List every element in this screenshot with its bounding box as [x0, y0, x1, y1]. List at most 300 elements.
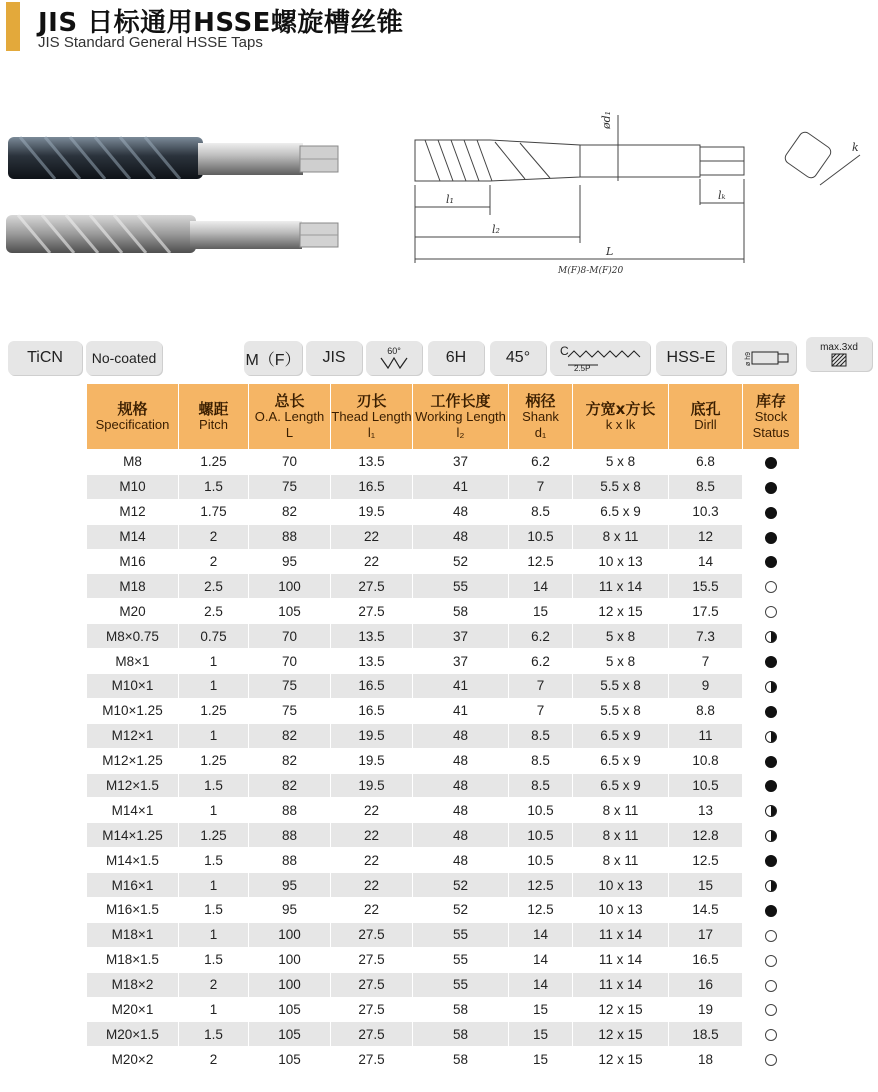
cell-l1: 27.5 [331, 922, 413, 947]
spec-table [86, 383, 800, 1072]
cell-d1: 7 [509, 474, 573, 499]
header-thread-length-zh: 刃长 [356, 391, 387, 410]
cell-d1: 14 [509, 947, 573, 972]
cell-pitch: 2 [179, 549, 249, 574]
cell-l: 75 [249, 474, 331, 499]
stock-full-icon [765, 556, 777, 568]
cell-l: 70 [249, 649, 331, 674]
chamfer-icon [558, 343, 646, 373]
cell-stock [743, 748, 800, 773]
cell-l: 95 [249, 873, 331, 898]
stock-empty-icon [765, 1004, 777, 1016]
cell-drill: 7.3 [669, 624, 743, 649]
cell-l: 82 [249, 499, 331, 524]
cell-spec: M20×1.5 [87, 1022, 179, 1047]
stock-empty-icon [765, 581, 777, 593]
cell-spec: M20 [87, 599, 179, 624]
cell-l2: 48 [413, 823, 509, 848]
cell-k: 6.5 x 9 [573, 773, 669, 798]
table-header-row [87, 384, 800, 450]
cell-l: 100 [249, 574, 331, 599]
cell-d1: 7 [509, 698, 573, 723]
cell-spec: M18×2 [87, 972, 179, 997]
header-working-length-zh: 工作长度 [430, 391, 491, 410]
cell-l: 105 [249, 599, 331, 624]
cell-spec: M12×1.5 [87, 773, 179, 798]
cell-drill: 18 [669, 1047, 743, 1072]
cell-spec: M10×1.25 [87, 698, 179, 723]
chip-thread-angle [366, 341, 422, 375]
cell-l: 70 [249, 450, 331, 475]
stock-full-icon [765, 656, 777, 668]
cell-l2: 37 [413, 450, 509, 475]
cell-l: 82 [249, 773, 331, 798]
chip-depth [806, 337, 872, 371]
cell-l: 70 [249, 624, 331, 649]
cell-l1: 13.5 [331, 450, 413, 475]
cell-k: 10 x 13 [573, 873, 669, 898]
cell-l2: 48 [413, 748, 509, 773]
cell-pitch: 1 [179, 674, 249, 699]
cell-drill: 6.8 [669, 450, 743, 475]
cell-spec: M10 [87, 474, 179, 499]
stock-half-icon [765, 880, 777, 892]
cell-spec: M14×1 [87, 798, 179, 823]
cell-pitch: 1.25 [179, 450, 249, 475]
cell-pitch: 1.5 [179, 848, 249, 873]
cell-pitch: 1.5 [179, 898, 249, 923]
cell-pitch: 1 [179, 798, 249, 823]
cell-drill: 17.5 [669, 599, 743, 624]
cell-d1: 14 [509, 972, 573, 997]
cell-k: 12 x 15 [573, 1047, 669, 1072]
label-l2: l₂ [492, 223, 500, 236]
cell-spec: M14×1.5 [87, 848, 179, 873]
cell-l2: 41 [413, 698, 509, 723]
cell-k: 5 x 8 [573, 450, 669, 475]
cell-stock [743, 873, 800, 898]
table-row [87, 748, 800, 773]
table-row [87, 698, 800, 723]
cell-pitch: 1 [179, 922, 249, 947]
stock-full-icon [765, 756, 777, 768]
cell-l2: 48 [413, 848, 509, 873]
page-subtitle: JIS Standard General HSSE Taps [38, 34, 263, 51]
header-length-zh: 总长 [274, 391, 305, 410]
shank-h9-label: ø h9 [745, 351, 752, 366]
header-shank [509, 384, 573, 450]
cell-k: 5.5 x 8 [573, 674, 669, 699]
cell-pitch: 1.5 [179, 474, 249, 499]
chip-6h: 6H [428, 341, 484, 375]
cell-stock [743, 922, 800, 947]
chip-no-coated: No-coated [86, 341, 162, 375]
cell-pitch: 2 [179, 1047, 249, 1072]
header-spec-zh: 规格 [117, 399, 148, 418]
header-pitch-zh: 螺距 [198, 399, 229, 418]
cell-l: 105 [249, 997, 331, 1022]
cell-l2: 48 [413, 524, 509, 549]
cell-spec: M16×1 [87, 873, 179, 898]
blind-hole-icon [831, 353, 847, 367]
cell-d1: 8.5 [509, 748, 573, 773]
cell-l1: 22 [331, 549, 413, 574]
cell-drill: 7 [669, 649, 743, 674]
stock-half-icon [765, 681, 777, 693]
label-l1: l₁ [446, 193, 454, 206]
cell-l1: 27.5 [331, 599, 413, 624]
cell-stock [743, 599, 800, 624]
label-k: k [852, 141, 859, 154]
cell-l: 100 [249, 947, 331, 972]
cell-spec: M8 [87, 450, 179, 475]
cell-stock [743, 972, 800, 997]
cell-k: 8 x 11 [573, 798, 669, 823]
depth-label: max.3xd [820, 341, 858, 353]
header-stock [743, 384, 800, 450]
cell-d1: 15 [509, 599, 573, 624]
cell-l2: 55 [413, 922, 509, 947]
cell-l1: 16.5 [331, 674, 413, 699]
cell-stock [743, 574, 800, 599]
table-row [87, 798, 800, 823]
stock-full-icon [765, 482, 777, 494]
cell-stock [743, 1022, 800, 1047]
cell-k: 11 x 14 [573, 574, 669, 599]
table-row [87, 450, 800, 475]
stock-empty-icon [765, 980, 777, 992]
table-row [87, 997, 800, 1022]
cell-pitch: 1 [179, 649, 249, 674]
cell-d1: 8.5 [509, 723, 573, 748]
cell-drill: 13 [669, 798, 743, 823]
cell-l2: 48 [413, 499, 509, 524]
cell-l1: 27.5 [331, 972, 413, 997]
cell-l2: 52 [413, 898, 509, 923]
cell-l: 100 [249, 972, 331, 997]
cell-stock [743, 549, 800, 574]
cell-pitch: 2.5 [179, 574, 249, 599]
cell-l2: 37 [413, 649, 509, 674]
header-square-en: k x lk [605, 416, 636, 432]
cell-stock [743, 898, 800, 923]
header-shank-en: Shank [522, 408, 559, 424]
cell-l: 105 [249, 1022, 331, 1047]
cell-d1: 6.2 [509, 649, 573, 674]
table-row [87, 474, 800, 499]
stock-half-icon [765, 631, 777, 643]
stock-full-icon [765, 457, 777, 469]
technical-drawing [400, 95, 878, 285]
header-thread-length [331, 384, 413, 450]
cell-k: 11 x 14 [573, 922, 669, 947]
cell-l1: 22 [331, 823, 413, 848]
header-thread-length-sym: l₁ [367, 424, 376, 440]
cell-spec: M16×1.5 [87, 898, 179, 923]
cell-k: 8 x 11 [573, 848, 669, 873]
header-spec-en: Specification [95, 416, 170, 432]
cell-l2: 58 [413, 1022, 509, 1047]
table-row [87, 649, 800, 674]
cell-spec: M10×1 [87, 674, 179, 699]
cell-drill: 12 [669, 524, 743, 549]
cell-l: 95 [249, 898, 331, 923]
cell-d1: 10.5 [509, 823, 573, 848]
cell-pitch: 1.5 [179, 1022, 249, 1047]
cell-l1: 22 [331, 798, 413, 823]
header-drill-en: Dirll [694, 416, 717, 432]
cell-pitch: 1 [179, 723, 249, 748]
header-drill [669, 384, 743, 450]
header-stock-zh: 库存 [755, 391, 786, 410]
cell-l2: 48 [413, 773, 509, 798]
stock-full-icon [765, 905, 777, 917]
stock-full-icon [765, 507, 777, 519]
cell-spec: M20×1 [87, 997, 179, 1022]
cell-d1: 12.5 [509, 549, 573, 574]
cell-l1: 22 [331, 873, 413, 898]
cell-l: 75 [249, 674, 331, 699]
label-L: L [606, 245, 614, 258]
cell-d1: 12.5 [509, 898, 573, 923]
cell-stock [743, 723, 800, 748]
cell-l2: 41 [413, 674, 509, 699]
page-title: JIS 日标通用HSSE螺旋槽丝锥 [38, 8, 404, 38]
table-row [87, 898, 800, 923]
stock-empty-icon [765, 930, 777, 942]
cell-drill: 8.8 [669, 698, 743, 723]
stock-full-icon [765, 855, 777, 867]
table-row [87, 1047, 800, 1072]
cell-l2: 41 [413, 474, 509, 499]
cell-k: 12 x 15 [573, 997, 669, 1022]
cell-l2: 52 [413, 549, 509, 574]
cell-d1: 10.5 [509, 524, 573, 549]
chip-helix-angle: 45° [490, 341, 546, 375]
table-row [87, 873, 800, 898]
cell-spec: M14×1.25 [87, 823, 179, 848]
cell-stock [743, 499, 800, 524]
cell-l1: 19.5 [331, 499, 413, 524]
cell-stock [743, 674, 800, 699]
cell-spec: M8×1 [87, 649, 179, 674]
cell-pitch: 1.5 [179, 773, 249, 798]
cell-d1: 15 [509, 1047, 573, 1072]
cell-l2: 55 [413, 947, 509, 972]
cell-d1: 7 [509, 674, 573, 699]
cell-k: 5 x 8 [573, 649, 669, 674]
cell-l1: 22 [331, 898, 413, 923]
cell-d1: 14 [509, 574, 573, 599]
header-length-sym: L [285, 424, 294, 440]
cell-spec: M20×2 [87, 1047, 179, 1072]
cell-d1: 6.2 [509, 624, 573, 649]
table-row [87, 549, 800, 574]
table-row [87, 972, 800, 997]
chip-hss-e: HSS-E [656, 341, 726, 375]
thread-profile-icon [379, 356, 409, 370]
cell-l1: 22 [331, 524, 413, 549]
cell-l: 88 [249, 823, 331, 848]
header-pitch-en: Pitch [199, 416, 228, 432]
cell-l: 88 [249, 798, 331, 823]
header-pitch [179, 384, 249, 450]
cell-drill: 9 [669, 674, 743, 699]
table-row [87, 499, 800, 524]
table-row [87, 848, 800, 873]
cell-stock [743, 649, 800, 674]
cell-d1: 15 [509, 1022, 573, 1047]
chamfer-c-label: C [560, 344, 569, 358]
table-body [87, 450, 800, 1072]
cell-stock [743, 1047, 800, 1072]
cell-pitch: 2 [179, 524, 249, 549]
cell-l1: 19.5 [331, 773, 413, 798]
chip-ticn: TiCN [8, 341, 82, 375]
cell-l: 82 [249, 748, 331, 773]
cell-pitch: 0.75 [179, 624, 249, 649]
cell-l: 100 [249, 922, 331, 947]
stock-half-icon [765, 830, 777, 842]
table-row [87, 624, 800, 649]
cell-spec: M16 [87, 549, 179, 574]
cell-l1: 13.5 [331, 624, 413, 649]
cell-l: 82 [249, 723, 331, 748]
header-shank-zh: 柄径 [525, 391, 556, 410]
cell-k: 10 x 13 [573, 549, 669, 574]
cell-pitch: 1.25 [179, 823, 249, 848]
table-row [87, 773, 800, 798]
cell-l1: 27.5 [331, 574, 413, 599]
stock-full-icon [765, 706, 777, 718]
header-square-zh: 方宽x方长 [585, 399, 656, 418]
cell-pitch: 1 [179, 873, 249, 898]
header-length-en: O.A. Length [254, 408, 325, 424]
cell-drill: 19 [669, 997, 743, 1022]
cell-k: 10 x 13 [573, 898, 669, 923]
cell-stock [743, 947, 800, 972]
cell-pitch: 1.25 [179, 698, 249, 723]
header-spec [87, 384, 179, 450]
cell-spec: M18×1 [87, 922, 179, 947]
cell-stock [743, 698, 800, 723]
cell-pitch: 1.75 [179, 499, 249, 524]
cell-pitch: 2.5 [179, 599, 249, 624]
cell-l: 88 [249, 524, 331, 549]
product-photos [0, 115, 350, 265]
chamfer-p-label: 2.5P [574, 364, 591, 373]
ticn-tap-image [8, 137, 338, 179]
thread-angle-label: 60° [387, 346, 401, 356]
label-range: M(F)8-M(F)20 [558, 266, 624, 276]
cell-drill: 8.5 [669, 474, 743, 499]
label-d1: ød₁ [600, 110, 613, 129]
cell-drill: 15.5 [669, 574, 743, 599]
cell-spec: M12 [87, 499, 179, 524]
cell-stock [743, 524, 800, 549]
cell-stock [743, 997, 800, 1022]
cell-k: 6.5 x 9 [573, 723, 669, 748]
cell-stock [743, 624, 800, 649]
cell-d1: 10.5 [509, 798, 573, 823]
cell-drill: 15 [669, 873, 743, 898]
cell-l1: 27.5 [331, 1022, 413, 1047]
table-row [87, 674, 800, 699]
cell-drill: 17 [669, 922, 743, 947]
cell-l2: 58 [413, 599, 509, 624]
cell-l1: 27.5 [331, 1047, 413, 1072]
chip-chamfer [550, 341, 650, 375]
table-row [87, 574, 800, 599]
cell-l: 88 [249, 848, 331, 873]
table-row [87, 947, 800, 972]
cell-k: 12 x 15 [573, 1022, 669, 1047]
cell-l2: 55 [413, 972, 509, 997]
table-row [87, 1022, 800, 1047]
accent-bar [6, 2, 20, 51]
header-stock-sym: Status [752, 424, 790, 440]
cell-d1: 8.5 [509, 499, 573, 524]
cell-k: 8 x 11 [573, 823, 669, 848]
cell-drill: 10.5 [669, 773, 743, 798]
cell-spec: M8×0.75 [87, 624, 179, 649]
cell-l: 105 [249, 1047, 331, 1072]
cell-l2: 48 [413, 798, 509, 823]
header-working-length [413, 384, 509, 450]
header-working-length-sym: l₂ [456, 424, 465, 440]
cell-k: 12 x 15 [573, 599, 669, 624]
cell-pitch: 2 [179, 972, 249, 997]
cell-drill: 16.5 [669, 947, 743, 972]
table-row [87, 524, 800, 549]
cell-k: 5.5 x 8 [573, 698, 669, 723]
cell-d1: 14 [509, 922, 573, 947]
cell-stock [743, 823, 800, 848]
cell-spec: M14 [87, 524, 179, 549]
cell-d1: 12.5 [509, 873, 573, 898]
shank-h9-icon [736, 344, 792, 372]
header-shank-sym: d₁ [534, 424, 547, 440]
cell-drill: 16 [669, 972, 743, 997]
chip-jis: JIS [306, 341, 362, 375]
cell-k: 5 x 8 [573, 624, 669, 649]
cell-drill: 12.8 [669, 823, 743, 848]
stock-empty-icon [765, 1029, 777, 1041]
cell-d1: 15 [509, 997, 573, 1022]
header-stock-en: Stock [754, 408, 788, 424]
header-drill-zh: 底孔 [690, 399, 721, 418]
stock-half-icon [765, 805, 777, 817]
header-thread-length-en: Thead Length [331, 408, 412, 424]
stock-empty-icon [765, 955, 777, 967]
cell-pitch: 1 [179, 997, 249, 1022]
cell-stock [743, 474, 800, 499]
chip-thread-type: M（F） [244, 341, 302, 375]
cell-l2: 48 [413, 723, 509, 748]
cell-drill: 10.8 [669, 748, 743, 773]
cell-stock [743, 773, 800, 798]
cell-l1: 13.5 [331, 649, 413, 674]
cell-drill: 10.3 [669, 499, 743, 524]
cell-l2: 52 [413, 873, 509, 898]
table-row [87, 922, 800, 947]
table-row [87, 723, 800, 748]
cell-l1: 27.5 [331, 947, 413, 972]
table-row [87, 823, 800, 848]
cell-l1: 27.5 [331, 997, 413, 1022]
feature-chip-row [0, 337, 878, 377]
stock-empty-icon [765, 606, 777, 618]
